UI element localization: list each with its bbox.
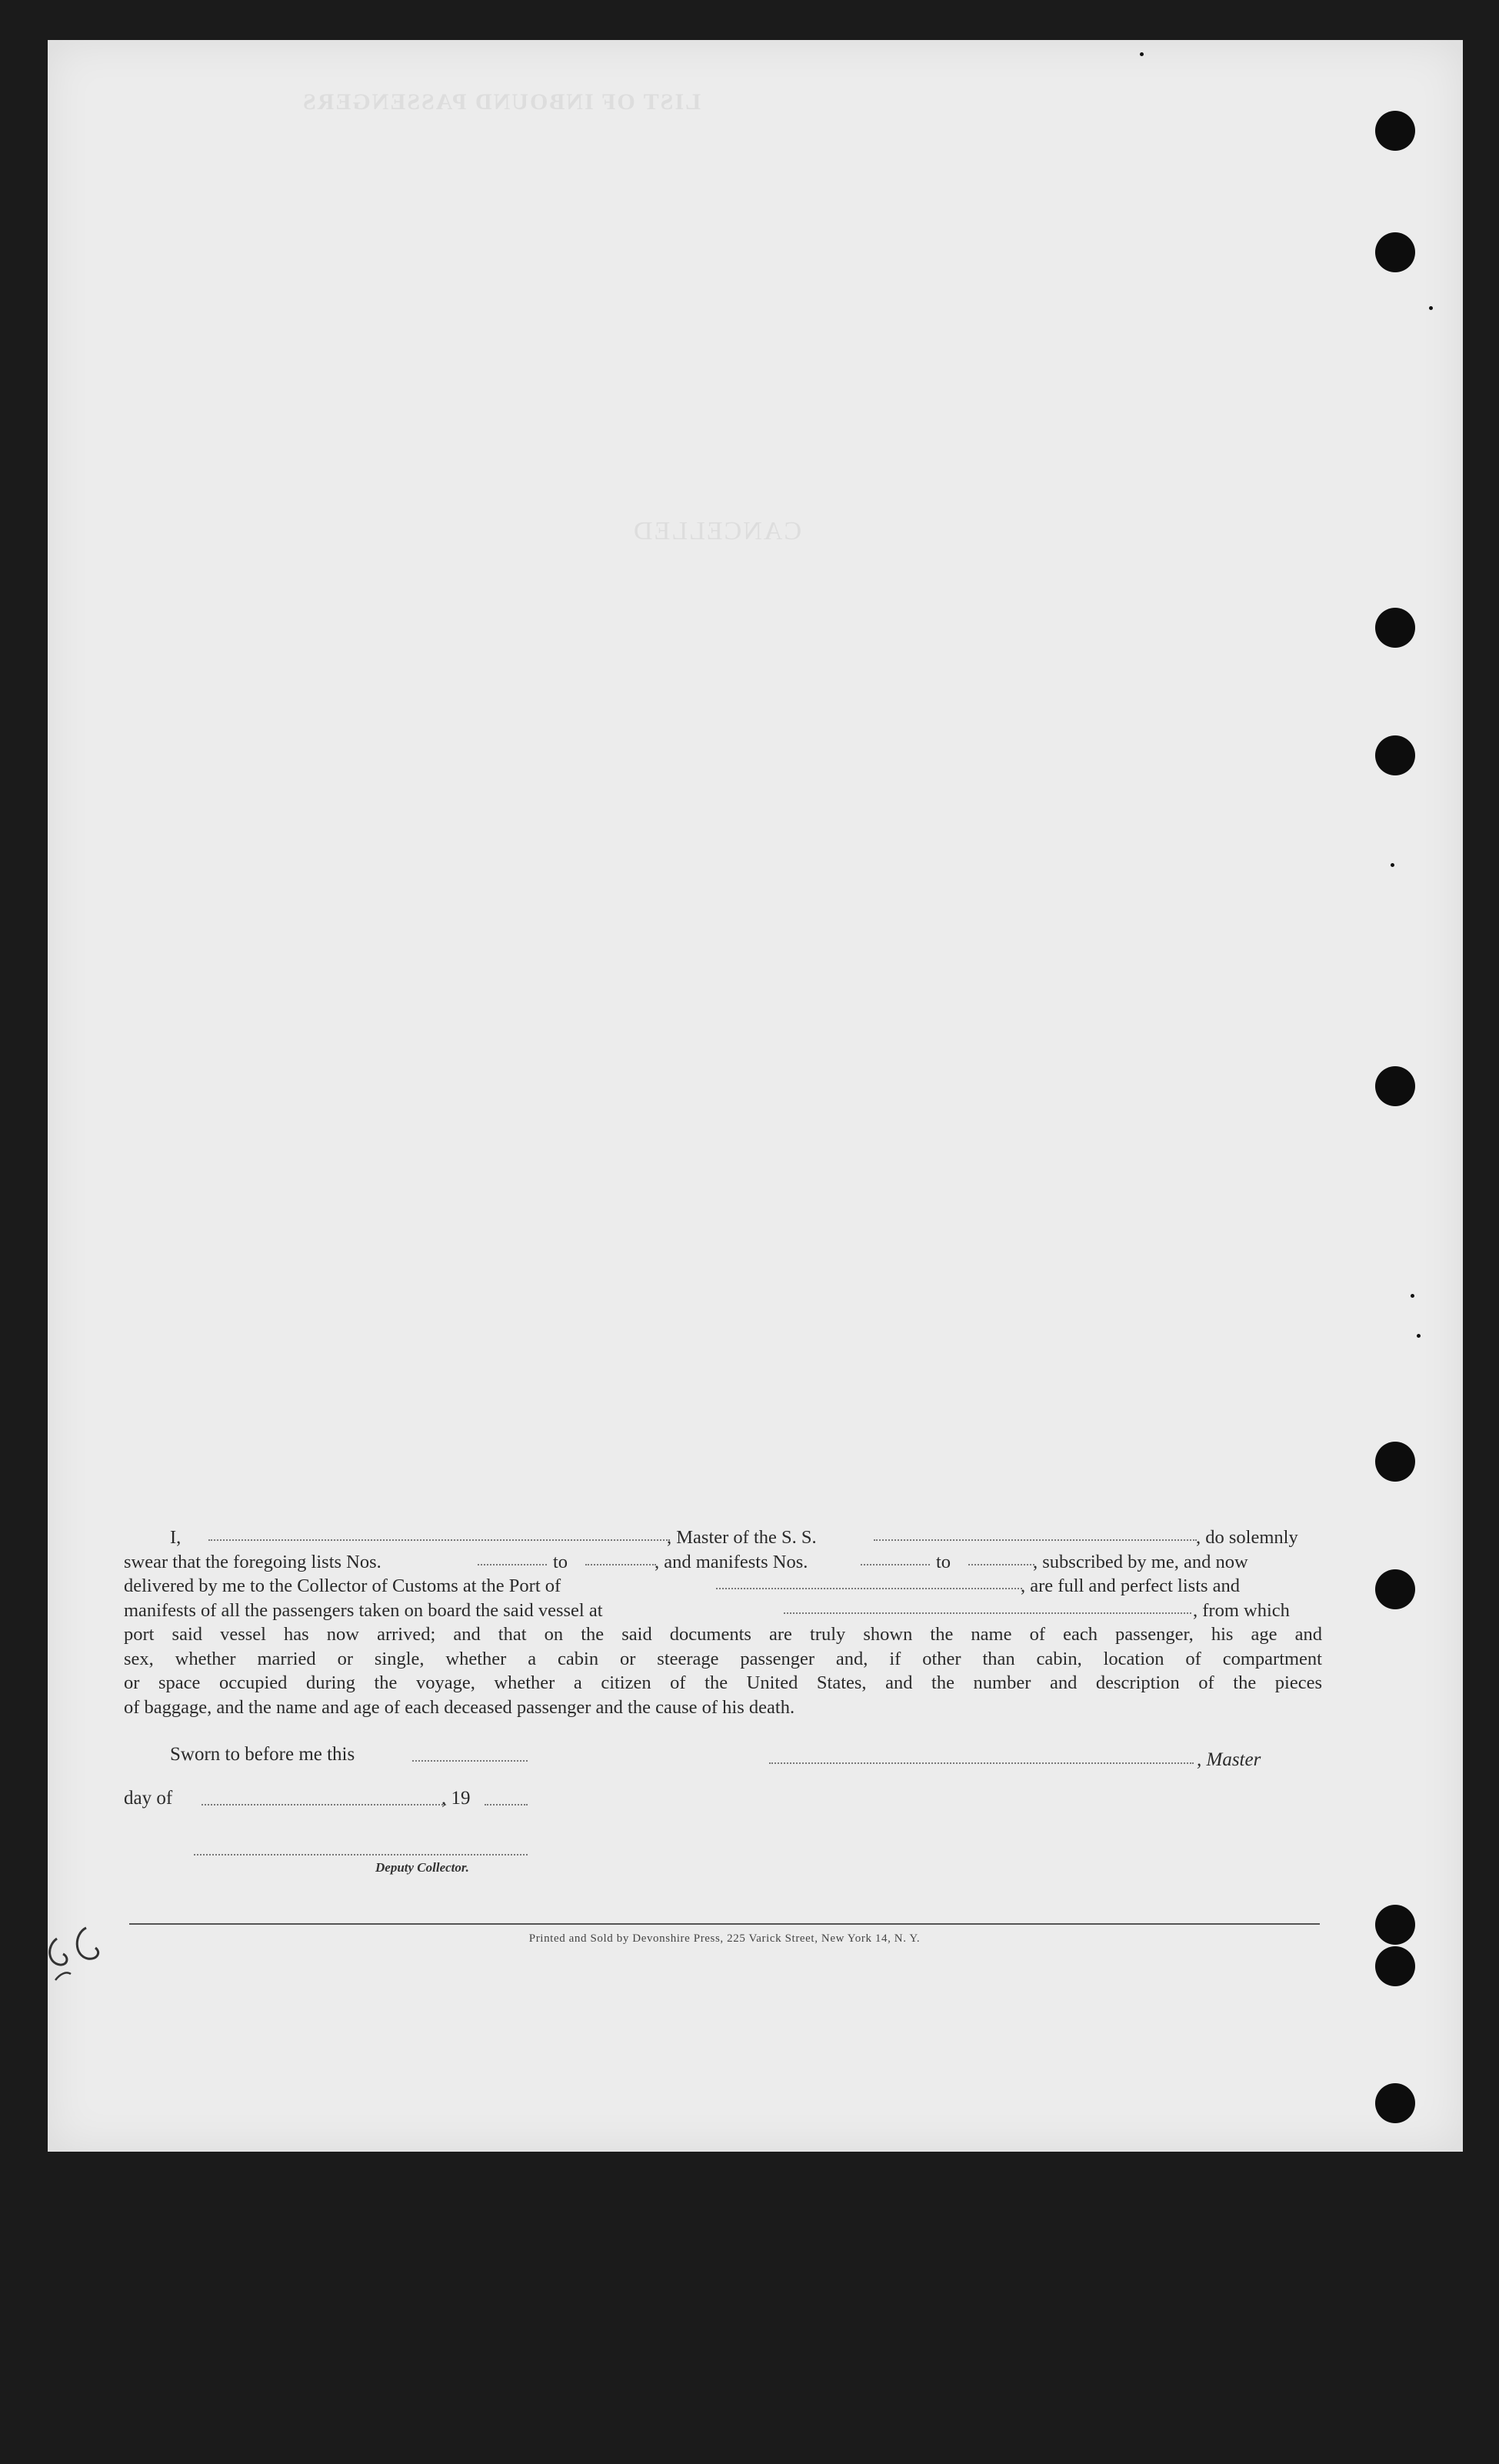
master-name-blank: [208, 1525, 670, 1541]
binder-hole: [1375, 2083, 1415, 2123]
oath-line-2: [124, 1550, 1322, 1575]
oath-text: to: [936, 1551, 951, 1572]
oath-line-1: [124, 1525, 1322, 1550]
sworn-before-label: Sworn to before me this: [170, 1744, 355, 1765]
day-of-label: day of: [124, 1788, 173, 1809]
oath-line-4: [124, 1599, 1322, 1623]
ink-speck: [1391, 863, 1394, 867]
oath-text: , do solemnly: [1196, 1527, 1298, 1548]
ship-name-blank: [874, 1525, 1197, 1541]
oath-text: , subscribed by me, and now: [1033, 1551, 1248, 1572]
year-blank: [485, 1790, 528, 1805]
oath-text: manifests of all the passengers taken on board the said vessel at: [124, 1599, 603, 1621]
list-to-blank: [585, 1550, 656, 1565]
binder-hole: [1375, 1066, 1415, 1106]
oath-text: to: [553, 1551, 568, 1572]
oath-line-5: port said vessel has now arrived; and that on the said documents are truly shown the name of each passenger, his age and: [124, 1624, 1322, 1645]
binder-hole: [1375, 111, 1415, 151]
binder-hole: [1375, 1569, 1415, 1609]
manifest-to-blank: [968, 1550, 1034, 1565]
master-signature-label: , Master: [1197, 1749, 1261, 1770]
month-blank: [202, 1790, 446, 1805]
ink-speck: [1411, 1294, 1414, 1298]
sworn-day-blank: [412, 1746, 528, 1762]
ink-speck: [1140, 52, 1144, 56]
ink-speck: [1429, 306, 1433, 310]
oath-line-8: of baggage, and the name and age of each deceased passenger and the cause of his death.: [124, 1696, 795, 1718]
binder-hole: [1375, 1442, 1415, 1482]
deputy-collector-blank: [194, 1840, 528, 1856]
oath-line-7: or space occupied during the voyage, whether a citizen of the United States, and the number and description of the pieces: [124, 1672, 1322, 1693]
oath-text: , and manifests Nos.: [655, 1551, 808, 1572]
port-name-blank: [716, 1574, 1022, 1589]
binder-hole: [1375, 232, 1415, 272]
departure-port-blank: [784, 1599, 1191, 1614]
oath-text: I,: [170, 1527, 182, 1548]
oath-text: , are full and perfect lists and: [1021, 1575, 1241, 1596]
form-sheet: [48, 40, 1463, 2152]
list-from-blank: [478, 1550, 547, 1565]
handwritten-margin-mark: [40, 1920, 132, 1982]
binder-hole: [1375, 1905, 1415, 1945]
bleed-through-heading: LIST OF INBOUND PASSENGERS: [301, 89, 701, 115]
oath-line-3: [124, 1574, 1322, 1599]
footer-rule: [129, 1923, 1320, 1925]
oath-text: , Master of the S. S.: [667, 1527, 817, 1548]
bleed-through-mark: CANCELLED: [632, 517, 802, 545]
master-oath-paragraph: [124, 1525, 1322, 1719]
oath-text: delivered by me to the Collector of Customs at the Port of: [124, 1575, 561, 1596]
ink-speck: [1417, 1334, 1421, 1338]
manifest-from-blank: [861, 1550, 930, 1565]
oath-text: , from which: [1193, 1599, 1290, 1621]
binder-hole: [1375, 608, 1415, 648]
master-signature-blank: [769, 1749, 1194, 1764]
oath-line-6: sex, whether married or single, whether a cabin or steerage passenger and, if other than cabin, location of compartment: [124, 1648, 1322, 1669]
binder-hole: [1375, 735, 1415, 775]
deputy-collector-label: Deputy Collector.: [375, 1860, 469, 1875]
oath-text: swear that the foregoing lists Nos.: [124, 1551, 381, 1572]
binder-hole: [1375, 1946, 1415, 1986]
printer-imprint: Printed and Sold by Devonshire Press, 225 Varick Street, New York 14, N. Y.: [528, 1932, 921, 1945]
year-prefix: , 19: [441, 1788, 471, 1809]
